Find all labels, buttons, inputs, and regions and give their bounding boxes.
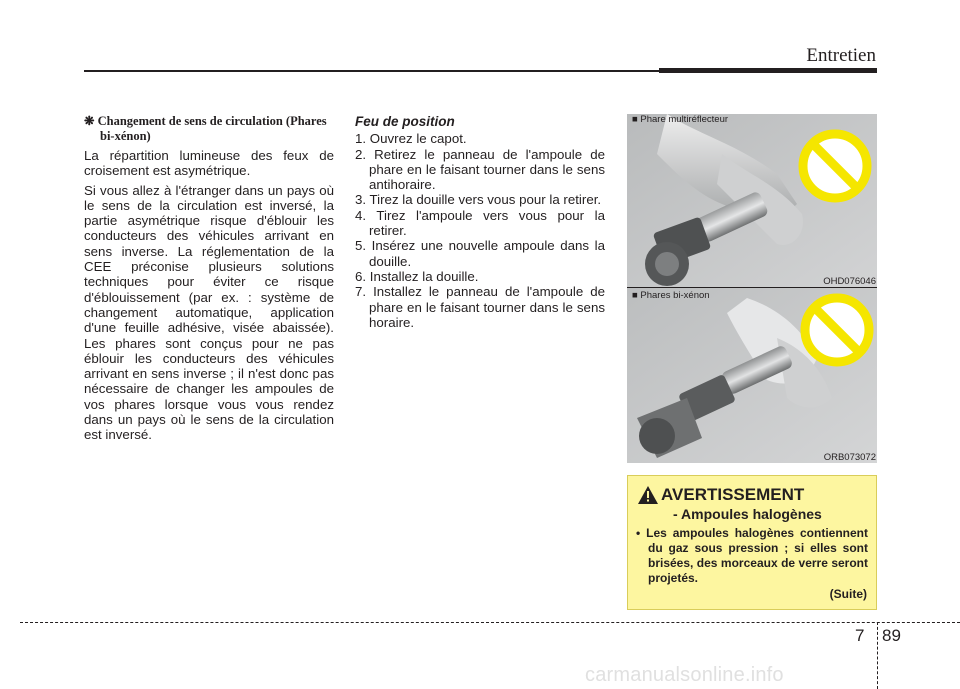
step-item: 3. Tirez la douille vers vous pour la retirer. bbox=[355, 192, 602, 208]
figure-bixenon-bulb bbox=[627, 288, 877, 463]
step-item: 7. Installez le panneau de l'ampoule de phare en le faisant tourner dans le sens horaire. bbox=[355, 284, 605, 330]
warning-title: AVERTISSEMENT bbox=[661, 485, 805, 504]
step-item: 2. Retirez le panneau de l'ampoule de phare en le faisant tourner dans le sens antihoraire. bbox=[355, 146, 605, 193]
watermark: carmanualsonline.info bbox=[585, 664, 784, 686]
warning-triangle-icon bbox=[638, 486, 658, 504]
figure-multireflector-bulb bbox=[627, 114, 877, 288]
hand-holding-bulb-illustration bbox=[627, 114, 877, 288]
header-rule bbox=[84, 70, 659, 72]
figure-caption: ■ Phares bi-xénon bbox=[632, 290, 710, 301]
hand-holding-xenon-bulb-illustration bbox=[627, 288, 877, 463]
step-item: 1. Ouvrez le capot. bbox=[355, 131, 467, 147]
warning-subtitle: - Ampoules halogènes bbox=[673, 506, 822, 522]
footer-rule bbox=[20, 622, 960, 623]
footer-divider bbox=[877, 622, 878, 689]
header-rule-accent bbox=[659, 68, 877, 73]
paragraph: Si vous allez à l'étranger dans un pays où le sens de la circulation est inversé, la partie asymétrique risque d'éblouir les conducteurs des véhicules arrivant en sens inverse. La réglementation de la CEE préconise plusieurs solutions techniques pour éviter ce risque d'éblouissement (par ex. : système de changement automatique, application d'une feuille adhésive, visée abaissée). Les phares sont conçus pour ne pas éblouir les conducteurs des véhicules arrivant en sens inverse ; il n'est donc pas nécessaire de changer les ampoules de vos phares lorsque vous vous rendez dans un pays où le sens de la circulation est inversé. bbox=[84, 182, 334, 443]
asterism-icon: ❋ bbox=[84, 114, 95, 128]
chapter-number: 7 bbox=[855, 626, 865, 645]
continued-label: (Suite) bbox=[829, 587, 867, 601]
figure-code: OHD076046 bbox=[823, 276, 876, 287]
figure-code: ORB073072 bbox=[823, 452, 876, 463]
paragraph: La répartition lumineuse des feux de croisement est asymétrique. bbox=[84, 148, 334, 179]
warning-bullet: • Les ampoules halogènes contiennent du gaz sous pression ; si elles sont brisées, des morceaux de verre seront projetés. bbox=[636, 526, 868, 585]
figure-caption: ■ Phare multiréflecteur bbox=[632, 114, 729, 125]
step-item: 4. Tirez l'ampoule vers vous pour la retirer. bbox=[355, 207, 605, 239]
left-column bbox=[84, 114, 334, 447]
section-heading: ❋ Changement de sens de circulation (Phares bi-xénon) bbox=[84, 114, 327, 143]
section-heading: Feu de position bbox=[355, 114, 455, 129]
warning-box bbox=[627, 475, 877, 610]
page-number: 89 bbox=[882, 626, 901, 645]
page-header-title: Entretien bbox=[806, 45, 876, 66]
step-item: 5. Insérez une nouvelle ampoule dans la douille. bbox=[355, 238, 605, 269]
step-item: 6. Installez la douille. bbox=[355, 268, 479, 284]
warning-body bbox=[636, 526, 868, 586]
middle-column bbox=[355, 114, 605, 330]
